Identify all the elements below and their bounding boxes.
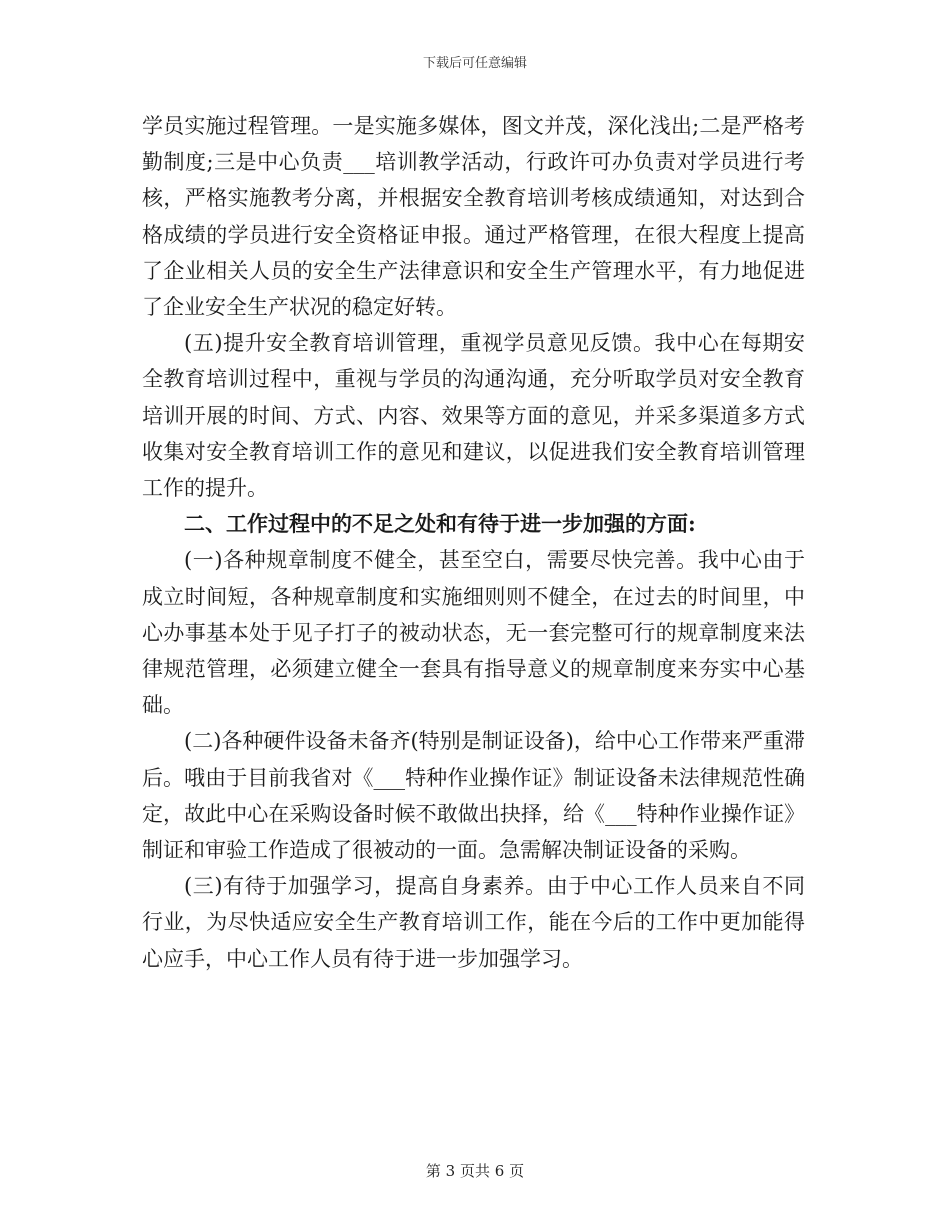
document-body xyxy=(142,108,805,977)
paragraph-continued: 学员实施过程管理。一是实施多媒体，图文并茂，深化浅出;二是严格考勤制度;三是中心负责___培训教学活动，行政许可办负责对学员进行考核，严格实施教考分离，并根据安全教育培训考核成绩通知，对达到合格成绩的学员进行安全资格证申报。通过严格管理，在很大程度上提高了企业相关人员的安全生产法律意识和安全生产管理水平，有力地促进了企业安全生产状况的稳定好转。 xyxy=(142,114,805,320)
paragraph-item-2: (二)各种硬件设备未备齐(特别是制证设备)，给中心工作带来严重滞后。哦由于目前我省对《___特种作业操作证》制证设备未法律规范性确定，故此中心在采购设备时候不敢做出抉择，给《___特种作业操作证》制证和审验工作造成了很被动的一面。急需解决制证设备的采购。 xyxy=(142,729,805,863)
section-heading-2: 二、工作过程中的不足之处和有待于进一步加强的方面: xyxy=(184,511,696,537)
paragraph-item-3: (三)有待于加强学习，提高自身素养。由于中心工作人员来自不同行业，为尽快适应安全生产教育培训工作，能在今后的工作中更加能得心应手，中心工作人员有待于进一步加强学习。 xyxy=(142,874,805,971)
page-header: 下载后可任意编辑 xyxy=(422,56,527,71)
paragraph-item-5: (五)提升安全教育培训管理，重视学员意见反馈。我中心在每期安全教育培训过程中，重视与学员的沟通沟通，充分听取学员对安全教育培训开展的时间、方式、内容、效果等方面的意见，并采多渠道多方式收集对安全教育培训工作的意见和建议，以促进我们安全教育培训管理工作的提升。 xyxy=(142,331,805,501)
page-footer: 第 3 页共 6 页 xyxy=(425,1162,525,1180)
paragraph-item-1: (一)各种规章制度不健全，甚至空白，需要尽快完善。我中心由于成立时间短，各种规章制度和实施细则则不健全，在过去的时间里，中心办事基本处于见子打子的被动状态，无一套完整可行的规章制度来法律规范管理，必须建立健全一套具有指导意义的规章制度来夯实中心基础。 xyxy=(142,548,805,718)
